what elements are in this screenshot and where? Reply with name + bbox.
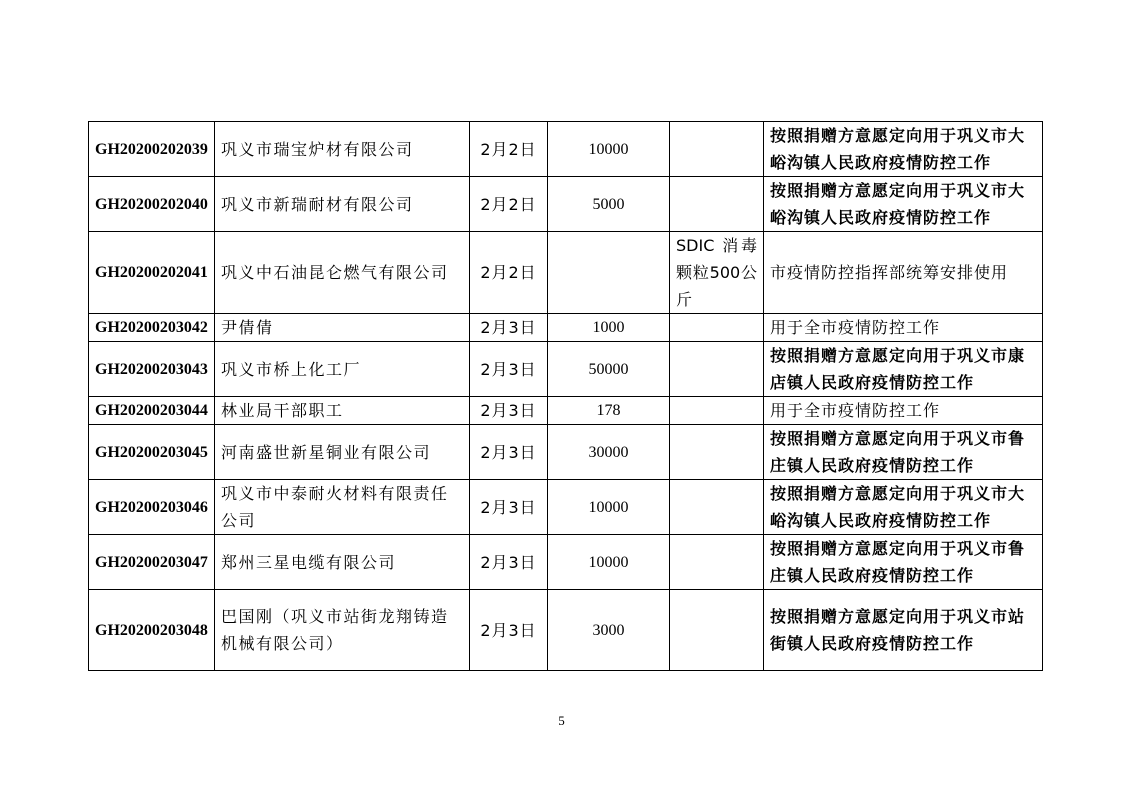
record-id: GH20200203042	[89, 314, 215, 342]
donor-name: 巩义中石油昆仑燃气有限公司	[215, 232, 470, 314]
table-row	[89, 232, 1043, 314]
record-id: GH20200203045	[89, 425, 215, 480]
donation-amount: 30000	[548, 425, 670, 480]
table-row	[89, 177, 1043, 232]
donation-date: 2月3日	[470, 425, 548, 480]
donation-date: 2月3日	[470, 590, 548, 671]
donation-date: 2月3日	[470, 397, 548, 425]
donation-purpose: 用于全市疫情防控工作	[764, 397, 1043, 425]
donor-name: 巩义市桥上化工厂	[215, 342, 470, 397]
record-id: GH20200203048	[89, 590, 215, 671]
donated-goods	[670, 425, 764, 480]
donation-date: 2月3日	[470, 480, 548, 535]
table-row	[89, 425, 1043, 480]
donor-name: 巩义市中泰耐火材料有限责任公司	[215, 480, 470, 535]
donation-purpose: 用于全市疫情防控工作	[764, 314, 1043, 342]
donation-amount: 178	[548, 397, 670, 425]
donation-amount: 10000	[548, 480, 670, 535]
donation-purpose: 按照捐赠方意愿定向用于巩义市康店镇人民政府疫情防控工作	[764, 342, 1043, 397]
table-row	[89, 535, 1043, 590]
donated-goods	[670, 122, 764, 177]
donation-amount: 1000	[548, 314, 670, 342]
donated-goods	[670, 397, 764, 425]
record-id: GH20200203043	[89, 342, 215, 397]
donation-amount: 50000	[548, 342, 670, 397]
table-row	[89, 397, 1043, 425]
record-id: GH20200202039	[89, 122, 215, 177]
donation-purpose: 按照捐赠方意愿定向用于巩义市鲁庄镇人民政府疫情防控工作	[764, 425, 1043, 480]
donation-purpose: 按照捐赠方意愿定向用于巩义市大峪沟镇人民政府疫情防控工作	[764, 122, 1043, 177]
donation-table	[88, 121, 1043, 671]
donation-amount: 10000	[548, 535, 670, 590]
record-id: GH20200203046	[89, 480, 215, 535]
donated-goods	[670, 535, 764, 590]
donor-name: 林业局干部职工	[215, 397, 470, 425]
donated-goods	[670, 480, 764, 535]
table-row	[89, 480, 1043, 535]
record-id: GH20200203044	[89, 397, 215, 425]
table-row	[89, 590, 1043, 671]
donation-purpose: 按照捐赠方意愿定向用于巩义市大峪沟镇人民政府疫情防控工作	[764, 177, 1043, 232]
donation-purpose: 按照捐赠方意愿定向用于巩义市鲁庄镇人民政府疫情防控工作	[764, 535, 1043, 590]
donation-date: 2月3日	[470, 314, 548, 342]
donation-amount	[548, 232, 670, 314]
donation-amount: 3000	[548, 590, 670, 671]
table-row	[89, 342, 1043, 397]
donor-name: 河南盛世新星铜业有限公司	[215, 425, 470, 480]
donation-amount: 5000	[548, 177, 670, 232]
record-id: GH20200203047	[89, 535, 215, 590]
table-row	[89, 314, 1043, 342]
table-row	[89, 122, 1043, 177]
donation-date: 2月3日	[470, 342, 548, 397]
donated-goods	[670, 314, 764, 342]
donation-purpose: 市疫情防控指挥部统筹安排使用	[764, 232, 1043, 314]
donor-name: 巩义市瑞宝炉材有限公司	[215, 122, 470, 177]
donated-goods	[670, 590, 764, 671]
page-number: 5	[558, 713, 565, 728]
donor-name: 巴国刚（巩义市站街龙翔铸造机械有限公司）	[215, 590, 470, 671]
donation-purpose: 按照捐赠方意愿定向用于巩义市大峪沟镇人民政府疫情防控工作	[764, 480, 1043, 535]
donation-date: 2月2日	[470, 122, 548, 177]
donation-amount: 10000	[548, 122, 670, 177]
donation-date: 2月3日	[470, 535, 548, 590]
donated-goods: SDIC 消毒颗粒500公斤	[670, 232, 764, 314]
donation-table-body	[89, 122, 1043, 671]
donor-name: 郑州三星电缆有限公司	[215, 535, 470, 590]
record-id: GH20200202040	[89, 177, 215, 232]
donation-date: 2月2日	[470, 232, 548, 314]
donation-date: 2月2日	[470, 177, 548, 232]
donated-goods	[670, 342, 764, 397]
donation-purpose: 按照捐赠方意愿定向用于巩义市站街镇人民政府疫情防控工作	[764, 590, 1043, 671]
donor-name: 巩义市新瑞耐材有限公司	[215, 177, 470, 232]
donor-name: 尹倩倩	[215, 314, 470, 342]
record-id: GH20200202041	[89, 232, 215, 314]
donated-goods	[670, 177, 764, 232]
